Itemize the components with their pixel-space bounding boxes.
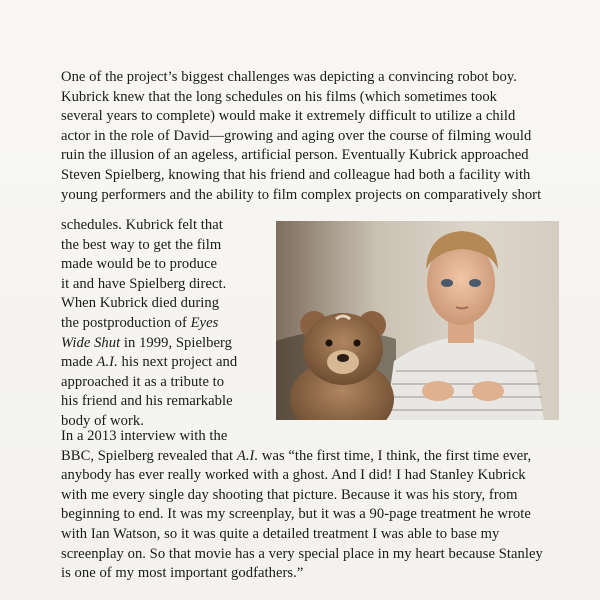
text-line [61, 314, 281, 334]
text-line: When Kubrick died during [61, 295, 220, 312]
paragraph-intro [61, 68, 581, 205]
paragraph-quote [61, 427, 581, 584]
film-title-italic: Eyes [190, 314, 219, 331]
text-line: with me every single day shooting that picture. Because it was his story, from [61, 486, 518, 503]
text-line [61, 447, 581, 467]
text-segment: made [61, 354, 97, 371]
text-line: body of work. [61, 412, 144, 429]
text-line: young performers and the ability to film complex projects on comparatively short [61, 186, 542, 203]
film-title-italic: A.I. [96, 354, 118, 371]
film-title-italic: Wide Shut [61, 334, 121, 351]
text-line: schedules. Kubrick felt that [61, 217, 223, 233]
film-still-photo [276, 221, 559, 420]
text-line: beginning to end. It was my screenplay, but it was a 90-page treatment he wrote [61, 506, 531, 523]
text-line: Steven Spielberg, knowing that his friend and colleague had both a facility with [61, 166, 531, 183]
text-line: In a 2013 interview with the [61, 428, 228, 444]
text-line [61, 353, 281, 373]
text-line: anybody has ever really worked with a ghost. And I did! I had Stanley Kubrick [61, 467, 526, 484]
text-segment: in 1999, Spielberg [120, 334, 232, 351]
text-segment: BBC, Spielberg revealed that [61, 447, 234, 464]
text-line: approached it as a tribute to [61, 373, 225, 390]
text-line: screenplay on. So that movie has a very special place in my heart because Stanley [61, 545, 543, 562]
text-line: his friend and his remarkable [61, 393, 233, 410]
text-line: actor in the role of David—growing and aging over the course of filming would [61, 127, 532, 144]
text-line: several years to complete) would make it extremely difficult to utilize a child [61, 108, 516, 125]
film-still-illustration [276, 221, 559, 420]
text-line: ruin the illusion of an ageless, artificial person. Eventually Kubrick approached [61, 147, 529, 164]
text-segment: the postproduction of [61, 314, 187, 331]
text-line: it and have Spielberg direct. [61, 275, 227, 292]
film-title-italic: A.I. [236, 447, 259, 464]
text-segment: was “the first time, I think, the first time ever, [258, 447, 532, 464]
text-line [61, 334, 281, 354]
text-line: Kubrick knew that the long schedules on his films (which sometimes took [61, 88, 498, 105]
paragraph-wrapped [61, 216, 281, 432]
text-line: with Ian Watson, so it was quite a detailed treatment I was able to base my [61, 525, 500, 542]
text-segment: his next project and [117, 354, 238, 371]
text-line: One of the project’s biggest challenges was depicting a convincing robot boy. [61, 69, 517, 85]
text-line: is one of my most important godfathers.” [61, 565, 304, 582]
text-line: made would be to produce [61, 256, 218, 273]
text-line: the best way to get the film [61, 236, 222, 253]
